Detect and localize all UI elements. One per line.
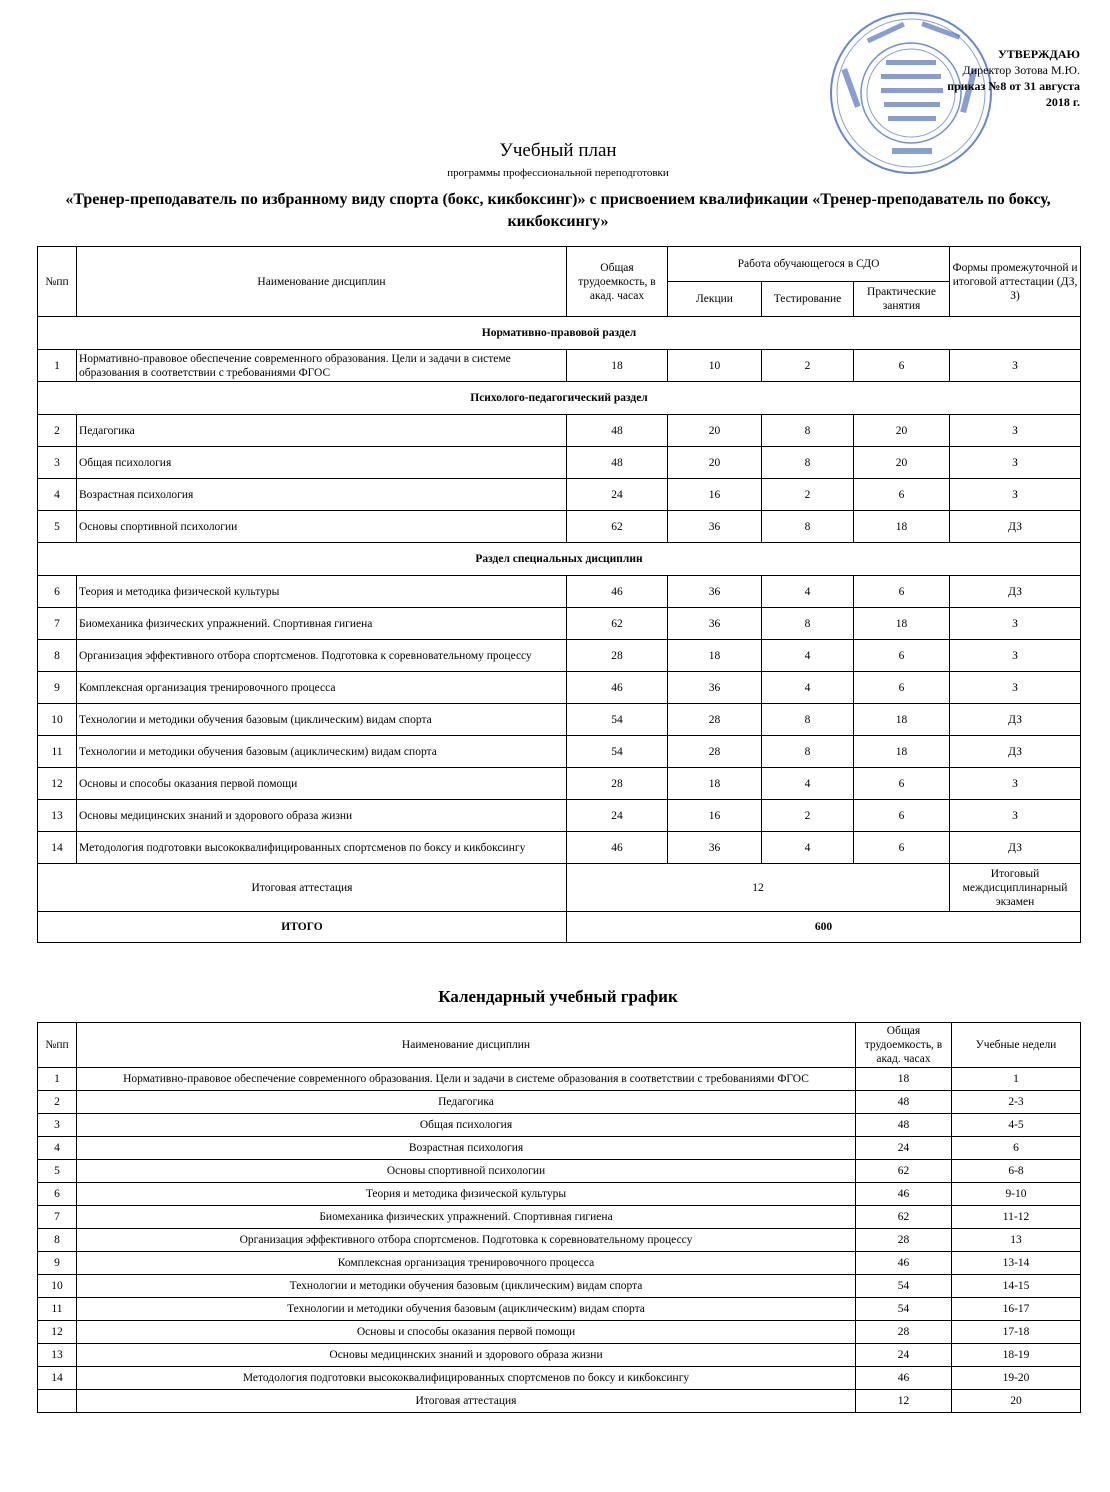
row-practice: 18 [854, 511, 950, 543]
cal-num: 11 [38, 1298, 77, 1321]
col-header-practice: Практические занятия [854, 282, 950, 317]
table-row [38, 576, 1081, 608]
row-form: ДЗ [950, 576, 1081, 608]
cal-weeks: 6-8 [952, 1160, 1081, 1183]
row-testing: 2 [762, 350, 854, 382]
row-testing: 4 [762, 576, 854, 608]
row-form: З [950, 768, 1081, 800]
calendar-row [38, 1091, 1081, 1114]
row-lectures: 28 [668, 704, 762, 736]
cal-name: Комплексная организация тренировочного процесса [77, 1252, 856, 1275]
program-title: «Тренер-преподаватель по избранному виду спорта (бокс, кикбоксинг)» с присвоением квалификации «Тренер-преподаватель по боксу, кикбоксингу» [65, 191, 1051, 230]
table-row [38, 447, 1081, 479]
section-title: Нормативно-правовой раздел [38, 317, 1081, 350]
row-lectures: 10 [668, 350, 762, 382]
row-testing: 2 [762, 800, 854, 832]
row-total: 54 [567, 736, 668, 768]
row-num: 13 [38, 800, 77, 832]
row-total: 48 [567, 415, 668, 447]
section-title: Психолого-педагогический раздел [38, 382, 1081, 415]
cal-num: 12 [38, 1321, 77, 1344]
cal-num: 1 [38, 1068, 77, 1091]
row-practice: 6 [854, 576, 950, 608]
row-practice: 6 [854, 479, 950, 511]
calendar-row [38, 1068, 1081, 1091]
row-num: 1 [38, 350, 77, 382]
calendar-row [38, 1252, 1081, 1275]
row-num: 10 [38, 704, 77, 736]
approval-block [930, 46, 1080, 110]
row-testing: 4 [762, 672, 854, 704]
calendar-row [38, 1298, 1081, 1321]
row-name: Технологии и методики обучения базовым (циклическим) видам спорта [77, 704, 567, 736]
section-row [38, 382, 1081, 415]
row-total: 62 [567, 608, 668, 640]
row-testing: 8 [762, 608, 854, 640]
section-row [38, 317, 1081, 350]
row-form: З [950, 447, 1081, 479]
cal-total: 54 [856, 1275, 952, 1298]
cal-name: Биомеханика физических упражнений. Спортивная гигиена [77, 1206, 856, 1229]
row-lectures: 36 [668, 672, 762, 704]
row-practice: 18 [854, 736, 950, 768]
calendar-table [37, 1022, 1081, 1413]
row-total: 24 [567, 479, 668, 511]
calendar-row [38, 1160, 1081, 1183]
row-num: 5 [38, 511, 77, 543]
cal-name: Нормативно-правовое обеспечение современного образования. Цели и задачи в системе образования в соответствии с требованиями ФГОС [77, 1068, 856, 1091]
cal-total: 12 [856, 1390, 952, 1413]
calendar-row [38, 1275, 1081, 1298]
row-lectures: 18 [668, 768, 762, 800]
cal-weeks: 17-18 [952, 1321, 1081, 1344]
cal-weeks: 11-12 [952, 1206, 1081, 1229]
cal-total: 46 [856, 1367, 952, 1390]
cal-total: 24 [856, 1344, 952, 1367]
row-num: 12 [38, 768, 77, 800]
document-subtitle: программы профессиональной переподготовки [447, 167, 669, 179]
calendar-row [38, 1229, 1081, 1252]
row-lectures: 36 [668, 511, 762, 543]
row-testing: 8 [762, 415, 854, 447]
row-testing: 8 [762, 447, 854, 479]
row-name: Организация эффективного отбора спортсменов. Подготовка к соревновательному процессу [77, 640, 567, 672]
row-form: З [950, 415, 1081, 447]
cal-num: 13 [38, 1344, 77, 1367]
cal-name: Педагогика [77, 1091, 856, 1114]
cal-total: 48 [856, 1091, 952, 1114]
row-lectures: 36 [668, 608, 762, 640]
row-name: Возрастная психология [77, 479, 567, 511]
cal-name: Основы спортивной психологии [77, 1160, 856, 1183]
row-name: Общая психология [77, 447, 567, 479]
row-total: 28 [567, 640, 668, 672]
row-testing: 4 [762, 768, 854, 800]
cal-total: 62 [856, 1160, 952, 1183]
calendar-row [38, 1114, 1081, 1137]
row-total: 46 [567, 576, 668, 608]
row-name: Биомеханика физических упражнений. Спортивная гигиена [77, 608, 567, 640]
row-name: Педагогика [77, 415, 567, 447]
cal-weeks: 6 [952, 1137, 1081, 1160]
row-practice: 6 [854, 672, 950, 704]
cal-total: 28 [856, 1321, 952, 1344]
row-lectures: 20 [668, 415, 762, 447]
table-row [38, 640, 1081, 672]
cal-num: 6 [38, 1183, 77, 1206]
cal-header-weeks: Учебные недели [952, 1023, 1081, 1068]
row-practice: 18 [854, 608, 950, 640]
row-testing: 8 [762, 736, 854, 768]
cal-weeks: 16-17 [952, 1298, 1081, 1321]
row-num: 8 [38, 640, 77, 672]
section-row [38, 543, 1081, 576]
cal-name: Теория и методика физической культуры [77, 1183, 856, 1206]
row-num: 4 [38, 479, 77, 511]
cal-num: 14 [38, 1367, 77, 1390]
cal-weeks: 13 [952, 1229, 1081, 1252]
row-total: 46 [567, 672, 668, 704]
cal-name: Технологии и методики обучения базовым (циклическим) видам спорта [77, 1275, 856, 1298]
row-testing: 4 [762, 832, 854, 864]
approval-order: приказ №8 от 31 августа 2018 г. [947, 79, 1080, 109]
cal-weeks: 19-20 [952, 1367, 1081, 1390]
cal-total: 62 [856, 1206, 952, 1229]
calendar-row [38, 1137, 1081, 1160]
col-header-testing: Тестирование [762, 282, 854, 317]
cal-weeks: 13-14 [952, 1252, 1081, 1275]
cal-weeks: 4-5 [952, 1114, 1081, 1137]
cal-weeks: 2-3 [952, 1091, 1081, 1114]
row-name: Основы спортивной психологии [77, 511, 567, 543]
col-header-forms: Формы промежуточной и итоговой аттестации (ДЗ, З) [950, 247, 1081, 317]
row-form: З [950, 479, 1081, 511]
row-form: ДЗ [950, 704, 1081, 736]
row-testing: 8 [762, 511, 854, 543]
approval-title: УТВЕРЖДАЮ [997, 47, 1080, 61]
cal-num: 2 [38, 1091, 77, 1114]
cal-total: 28 [856, 1229, 952, 1252]
row-name: Методология подготовки высококвалифицированных спортсменов по боксу и кикбоксингу [77, 832, 567, 864]
row-total: 48 [567, 447, 668, 479]
row-form: З [950, 350, 1081, 382]
row-form: З [950, 640, 1081, 672]
table-row [38, 768, 1081, 800]
row-total: 62 [567, 511, 668, 543]
row-lectures: 16 [668, 479, 762, 511]
cal-weeks: 20 [952, 1390, 1081, 1413]
row-num: 6 [38, 576, 77, 608]
row-lectures: 28 [668, 736, 762, 768]
col-header-num: №пп [38, 247, 77, 317]
row-practice: 6 [854, 640, 950, 672]
calendar-row [38, 1367, 1081, 1390]
col-header-lectures: Лекции [668, 282, 762, 317]
row-name: Основы и способы оказания первой помощи [77, 768, 567, 800]
row-form: ДЗ [950, 832, 1081, 864]
cal-header-num: №пп [38, 1023, 77, 1068]
attestation-form: Итоговый междисциплинарный экзамен [950, 864, 1081, 912]
document-title: Учебный план [499, 140, 617, 161]
study-plan-table [37, 246, 1081, 943]
table-row [38, 350, 1081, 382]
cal-total: 18 [856, 1068, 952, 1091]
row-form: З [950, 672, 1081, 704]
calendar-row [38, 1390, 1081, 1413]
row-lectures: 36 [668, 576, 762, 608]
row-practice: 6 [854, 832, 950, 864]
table-row [38, 479, 1081, 511]
table-row [38, 511, 1081, 543]
cal-name: Возрастная психология [77, 1137, 856, 1160]
row-practice: 20 [854, 447, 950, 479]
section-title: Раздел специальных дисциплин [38, 543, 1081, 576]
row-name: Основы медицинских знаний и здорового образа жизни [77, 800, 567, 832]
cal-total: 24 [856, 1137, 952, 1160]
row-practice: 18 [854, 704, 950, 736]
row-name: Нормативно-правовое обеспечение современного образования. Цели и задачи в системе образования в соответствии с требованиями ФГОС [77, 350, 567, 382]
cal-total: 46 [856, 1183, 952, 1206]
row-practice: 6 [854, 768, 950, 800]
row-practice: 6 [854, 800, 950, 832]
cal-total: 46 [856, 1252, 952, 1275]
row-form: ДЗ [950, 736, 1081, 768]
cal-weeks: 9-10 [952, 1183, 1081, 1206]
calendar-row [38, 1183, 1081, 1206]
row-num: 3 [38, 447, 77, 479]
table-row [38, 736, 1081, 768]
cal-num: 7 [38, 1206, 77, 1229]
row-testing: 8 [762, 704, 854, 736]
calendar-row [38, 1344, 1081, 1367]
cal-header-name: Наименование дисциплин [77, 1023, 856, 1068]
row-lectures: 16 [668, 800, 762, 832]
table-row [38, 832, 1081, 864]
cal-num: 3 [38, 1114, 77, 1137]
col-header-work-group: Работа обучающегося в СДО [668, 247, 950, 282]
cal-total: 54 [856, 1298, 952, 1321]
table-row [38, 415, 1081, 447]
row-lectures: 20 [668, 447, 762, 479]
cal-weeks: 1 [952, 1068, 1081, 1091]
cal-num: 5 [38, 1160, 77, 1183]
cal-name: Итоговая аттестация [77, 1390, 856, 1413]
cal-name: Технологии и методики обучения базовым (ациклическим) видам спорта [77, 1298, 856, 1321]
row-num: 2 [38, 415, 77, 447]
cal-num: 9 [38, 1252, 77, 1275]
cal-name: Основы медицинских знаний и здорового образа жизни [77, 1344, 856, 1367]
attestation-label: Итоговая аттестация [38, 864, 567, 912]
cal-weeks: 14-15 [952, 1275, 1081, 1298]
cal-num [38, 1390, 77, 1413]
row-total: 28 [567, 768, 668, 800]
row-name: Теория и методика физической культуры [77, 576, 567, 608]
row-name: Комплексная организация тренировочного процесса [77, 672, 567, 704]
cal-weeks: 18-19 [952, 1344, 1081, 1367]
row-num: 7 [38, 608, 77, 640]
cal-num: 10 [38, 1275, 77, 1298]
calendar-row [38, 1206, 1081, 1229]
row-name: Технологии и методики обучения базовым (ациклическим) видам спорта [77, 736, 567, 768]
cal-num: 4 [38, 1137, 77, 1160]
row-practice: 20 [854, 415, 950, 447]
row-num: 9 [38, 672, 77, 704]
row-form: З [950, 800, 1081, 832]
table-row [38, 608, 1081, 640]
table-row [38, 800, 1081, 832]
row-practice: 6 [854, 350, 950, 382]
row-num: 11 [38, 736, 77, 768]
total-label: ИТОГО [38, 912, 567, 943]
table-row [38, 704, 1081, 736]
cal-num: 8 [38, 1229, 77, 1252]
cal-total: 48 [856, 1114, 952, 1137]
row-form: ДЗ [950, 511, 1081, 543]
row-total: 24 [567, 800, 668, 832]
cal-name: Основы и способы оказания первой помощи [77, 1321, 856, 1344]
cal-name: Организация эффективного отбора спортсменов. Подготовка к соревновательному процессу [77, 1229, 856, 1252]
row-total: 18 [567, 350, 668, 382]
calendar-row [38, 1321, 1081, 1344]
row-total: 46 [567, 832, 668, 864]
approval-director: Директор Зотова М.Ю. [962, 63, 1080, 77]
col-header-name: Наименование дисциплин [77, 247, 567, 317]
col-header-total: Общая трудоемкость, в акад. часах [567, 247, 668, 317]
row-lectures: 18 [668, 640, 762, 672]
cal-name: Методология подготовки высококвалифицированных спортсменов по боксу и кикбоксингу [77, 1367, 856, 1390]
cal-header-total: Общая трудоемкость, в акад. часах [856, 1023, 952, 1068]
table-row [38, 672, 1081, 704]
total-value: 600 [567, 912, 1081, 943]
cal-name: Общая психология [77, 1114, 856, 1137]
row-testing: 4 [762, 640, 854, 672]
row-form: З [950, 608, 1081, 640]
row-testing: 2 [762, 479, 854, 511]
attestation-hours: 12 [567, 864, 950, 912]
total-row [38, 912, 1081, 943]
attestation-row [38, 864, 1081, 912]
row-lectures: 36 [668, 832, 762, 864]
row-total: 54 [567, 704, 668, 736]
calendar-title: Календарный учебный график [438, 987, 678, 1006]
row-num: 14 [38, 832, 77, 864]
